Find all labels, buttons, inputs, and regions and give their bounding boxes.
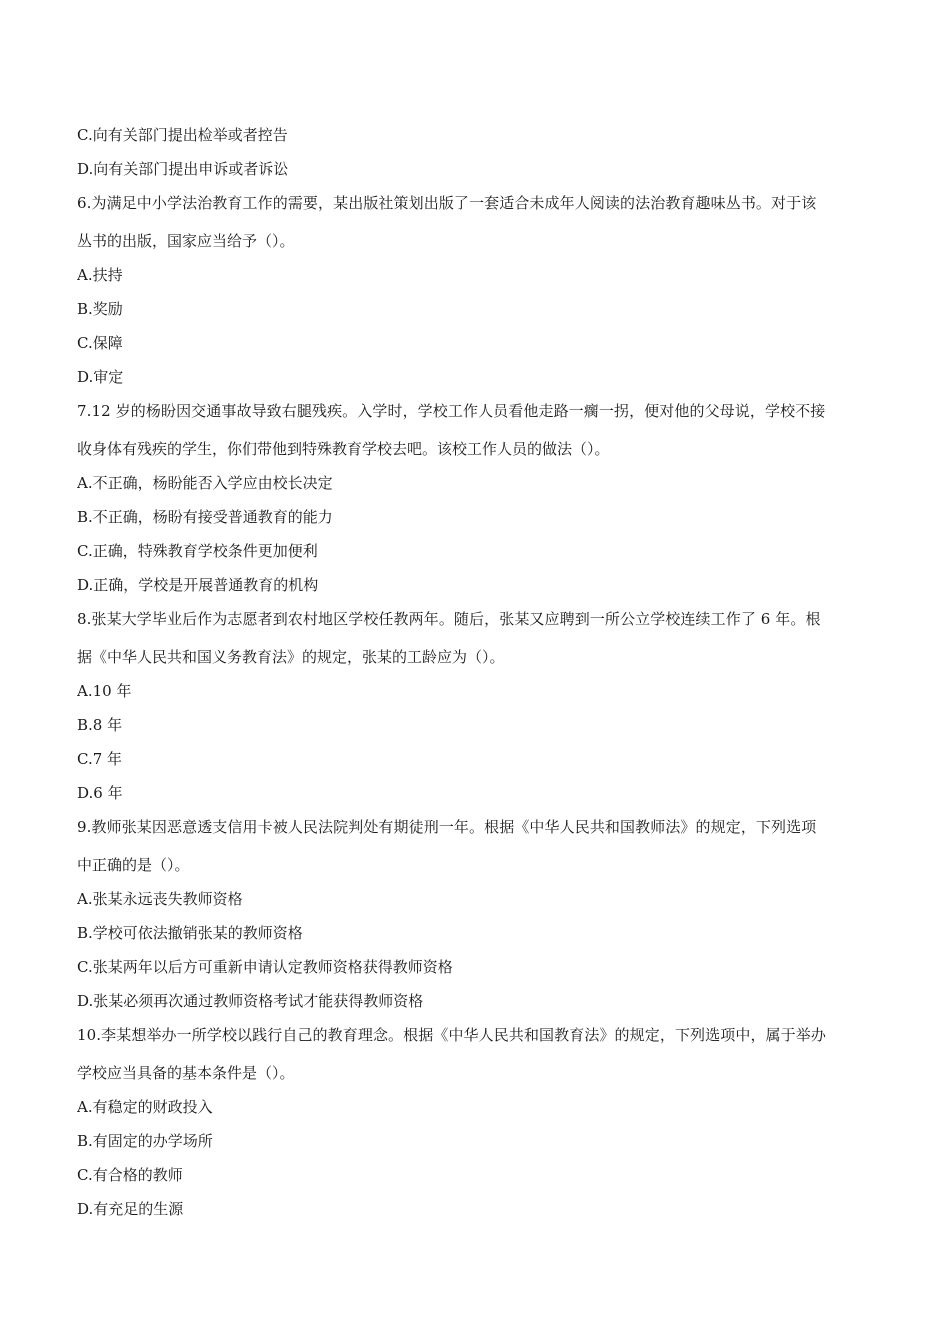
question-list xyxy=(77,118,883,1226)
q9-stem-cont: 中正确的是（）。 xyxy=(77,856,190,874)
q9-option-a: A.张某永远丧失教师资格 xyxy=(77,890,243,908)
q6-option-a: A.扶持 xyxy=(77,266,123,284)
q7-stem-cont: 收身体有残疾的学生，你们带他到特殊教育学校去吧。该校工作人员的做法（）。 xyxy=(77,440,610,458)
q10-option-d: D.有充足的生源 xyxy=(77,1200,184,1218)
q6-option-c: C.保障 xyxy=(77,334,123,352)
q7-option-b: B.不正确，杨盼有接受普通教育的能力 xyxy=(77,508,333,526)
q9-option-b: B.学校可依法撤销张某的教师资格 xyxy=(77,924,303,942)
q7-option-c: C.正确，特殊教育学校条件更加便利 xyxy=(77,542,318,560)
q9-stem: 9.教师张某因恶意透支信用卡被人民法院判处有期徒刑一年。根据《中华人民共和国教师法》的规定，下列选项 xyxy=(77,818,817,836)
q8-stem-cont: 据《中华人民共和国义务教育法》的规定，张某的工龄应为（）。 xyxy=(77,648,505,666)
q7-stem: 7.12 岁的杨盼因交通事故导致右腿残疾。入学时，学校工作人员看他走路一瘸一拐，便对他的父母说，学校不接 xyxy=(77,402,826,420)
q7-option-d: D.正确，学校是开展普通教育的机构 xyxy=(77,576,319,594)
q9-option-c: C.张某两年以后方可重新申请认定教师资格获得教师资格 xyxy=(77,958,453,976)
q10-option-a: A.有稳定的财政投入 xyxy=(77,1098,213,1116)
q5-option-d: D.向有关部门提出申诉或者诉讼 xyxy=(77,160,289,178)
q8-option-c: C.7 年 xyxy=(77,750,123,768)
q8-option-b: B.8 年 xyxy=(77,716,123,734)
q8-stem: 8.张某大学毕业后作为志愿者到农村地区学校任教两年。随后，张某又应聘到一所公立学校连续工作了 6 年。根 xyxy=(77,610,821,628)
q10-stem-cont: 学校应当具备的基本条件是（）。 xyxy=(77,1064,295,1082)
q7-option-a: A.不正确，杨盼能否入学应由校长决定 xyxy=(77,474,333,492)
q10-option-c: C.有合格的教师 xyxy=(77,1166,183,1184)
q9-option-d: D.张某必须再次通过教师资格考试才能获得教师资格 xyxy=(77,992,424,1010)
q10-option-b: B.有固定的办学场所 xyxy=(77,1132,213,1150)
q8-option-a: A.10 年 xyxy=(77,682,132,700)
q10-stem: 10.李某想举办一所学校以践行自己的教育理念。根据《中华人民共和国教育法》的规定，下列选项中，属于举办 xyxy=(77,1026,826,1044)
q6-stem: 6.为满足中小学法治教育工作的需要，某出版社策划出版了一套适合未成年人阅读的法治教育趣味丛书。对于该 xyxy=(77,194,817,212)
q6-option-b: B.奖励 xyxy=(77,300,123,318)
q5-option-c: C.向有关部门提出检举或者控告 xyxy=(77,126,288,144)
q8-option-d: D.6 年 xyxy=(77,784,123,802)
q6-stem-cont: 丛书的出版，国家应当给予（）。 xyxy=(77,232,295,250)
q6-option-d: D.审定 xyxy=(77,368,124,386)
